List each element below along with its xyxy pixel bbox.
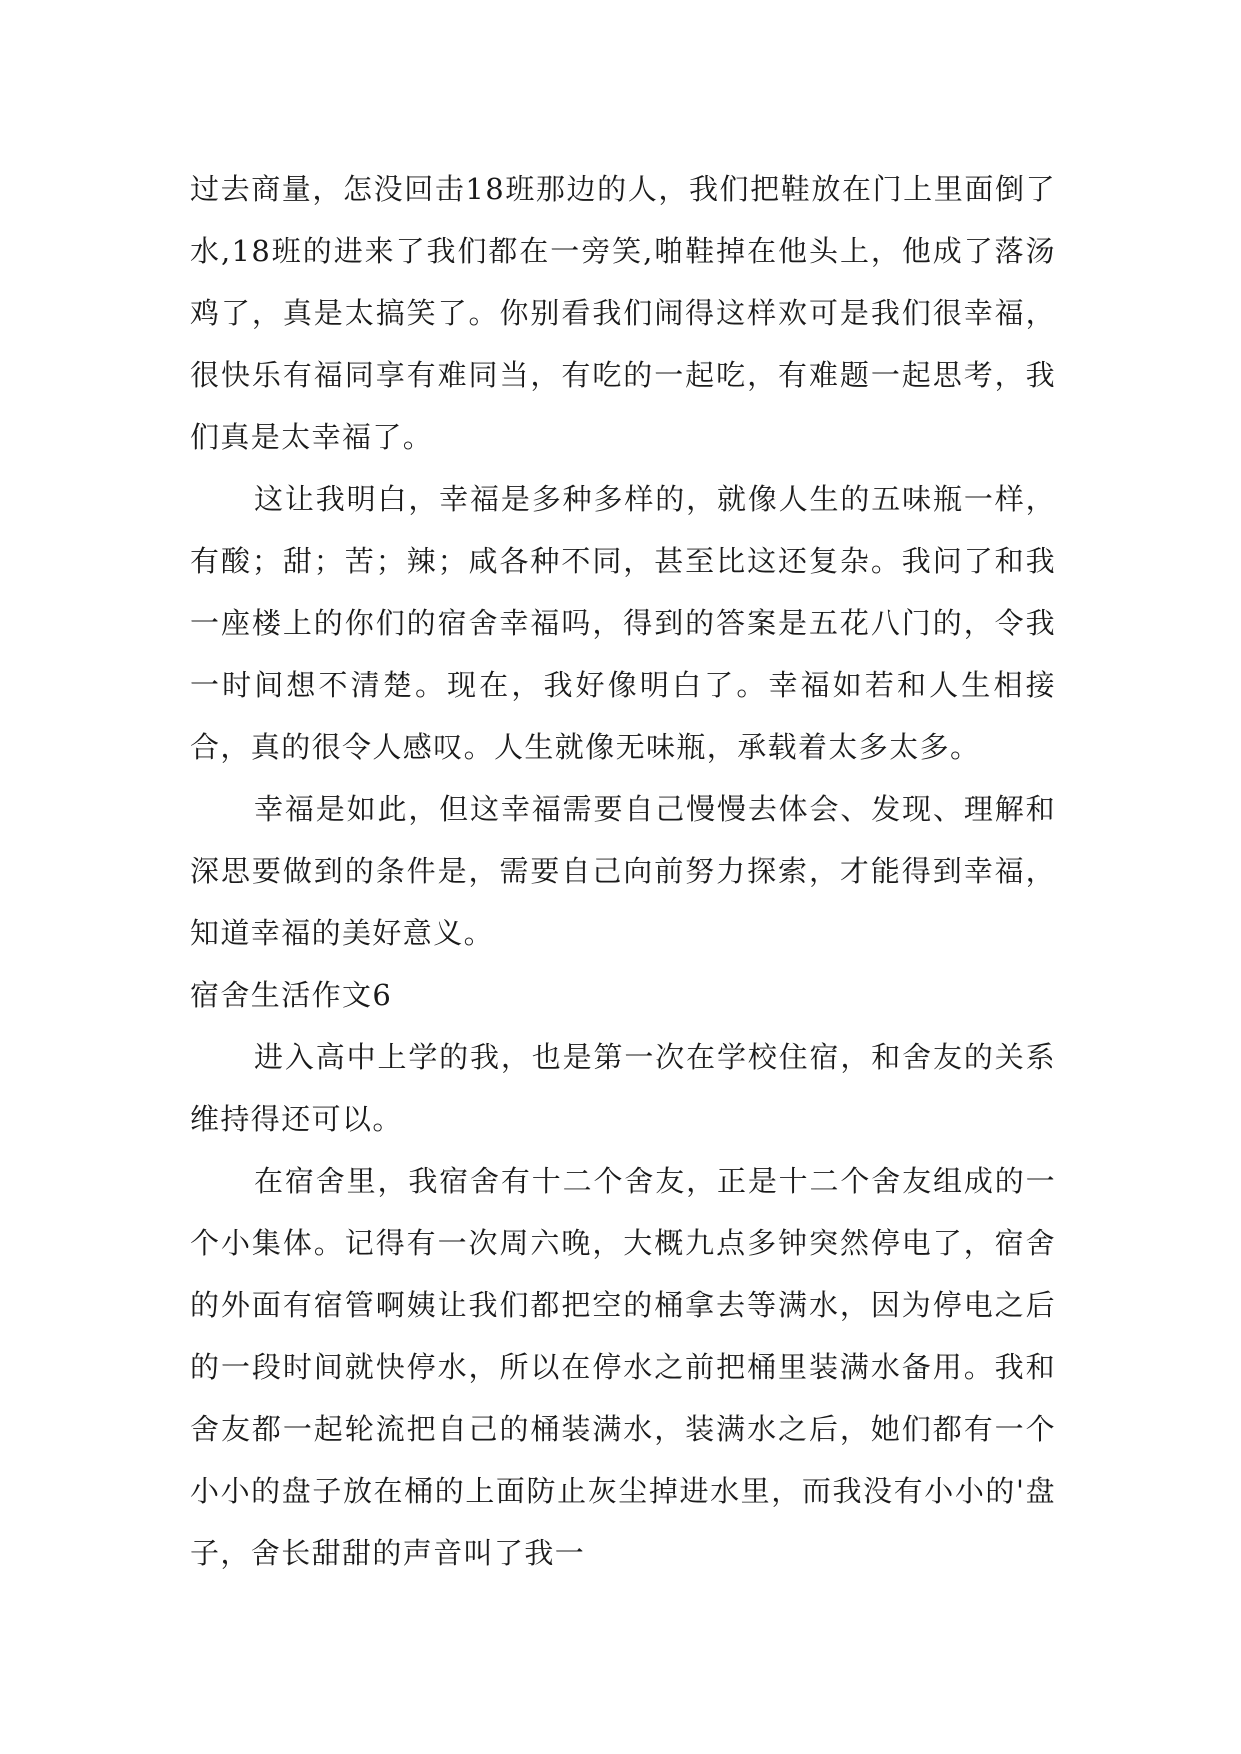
paragraph-1: 过去商量，怎没回击18班那边的人，我们把鞋放在门上里面倒了水,18班的进来了我们都在一旁笑,啪鞋掉在他头上，他成了落汤鸡了，真是太搞笑了。你别看我们闹得这样欢可是我们很幸福，很快乐有福同享有难同当，有吃的一起吃，有难题一起思考，我们真是太幸福了。 (190, 172, 1056, 454)
paragraph-2: 这让我明白，幸福是多种多样的，就像人生的五味瓶一样，有酸；甜；苦；辣；咸各种不同，甚至比这还复杂。我问了和我一座楼上的你们的宿舍幸福吗，得到的答案是五花八门的，令我一时间想不清楚。现在，我好像明白了。幸福如若和人生相接合，真的很令人感叹。人生就像无味瓶，承载着太多太多。 (190, 482, 1056, 764)
section-title: 宿舍生活作文6 (190, 978, 393, 1012)
paragraph-3: 幸福是如此，但这幸福需要自己慢慢去体会、发现、理解和深思要做到的条件是，需要自己向前努力探索，才能得到幸福，知道幸福的美好意义。 (190, 792, 1056, 950)
document-body (190, 158, 1056, 1584)
paragraph-4: 进入高中上学的我，也是第一次在学校住宿，和舍友的关系维持得还可以。 (190, 1040, 1056, 1136)
paragraph-5: 在宿舍里，我宿舍有十二个舍友，正是十二个舍友组成的一个小集体。记得有一次周六晚，大概九点多钟突然停电了，宿舍的外面有宿管啊姨让我们都把空的桶拿去等满水，因为停电之后的一段时间就快停水，所以在停水之前把桶里装满水备用。我和舍友都一起轮流把自己的桶装满水，装满水之后，她们都有一个小小的盘子放在桶的上面防止灰尘掉进水里，而我没有小小的'盘子，舍长甜甜的声音叫了我一 (190, 1164, 1056, 1570)
